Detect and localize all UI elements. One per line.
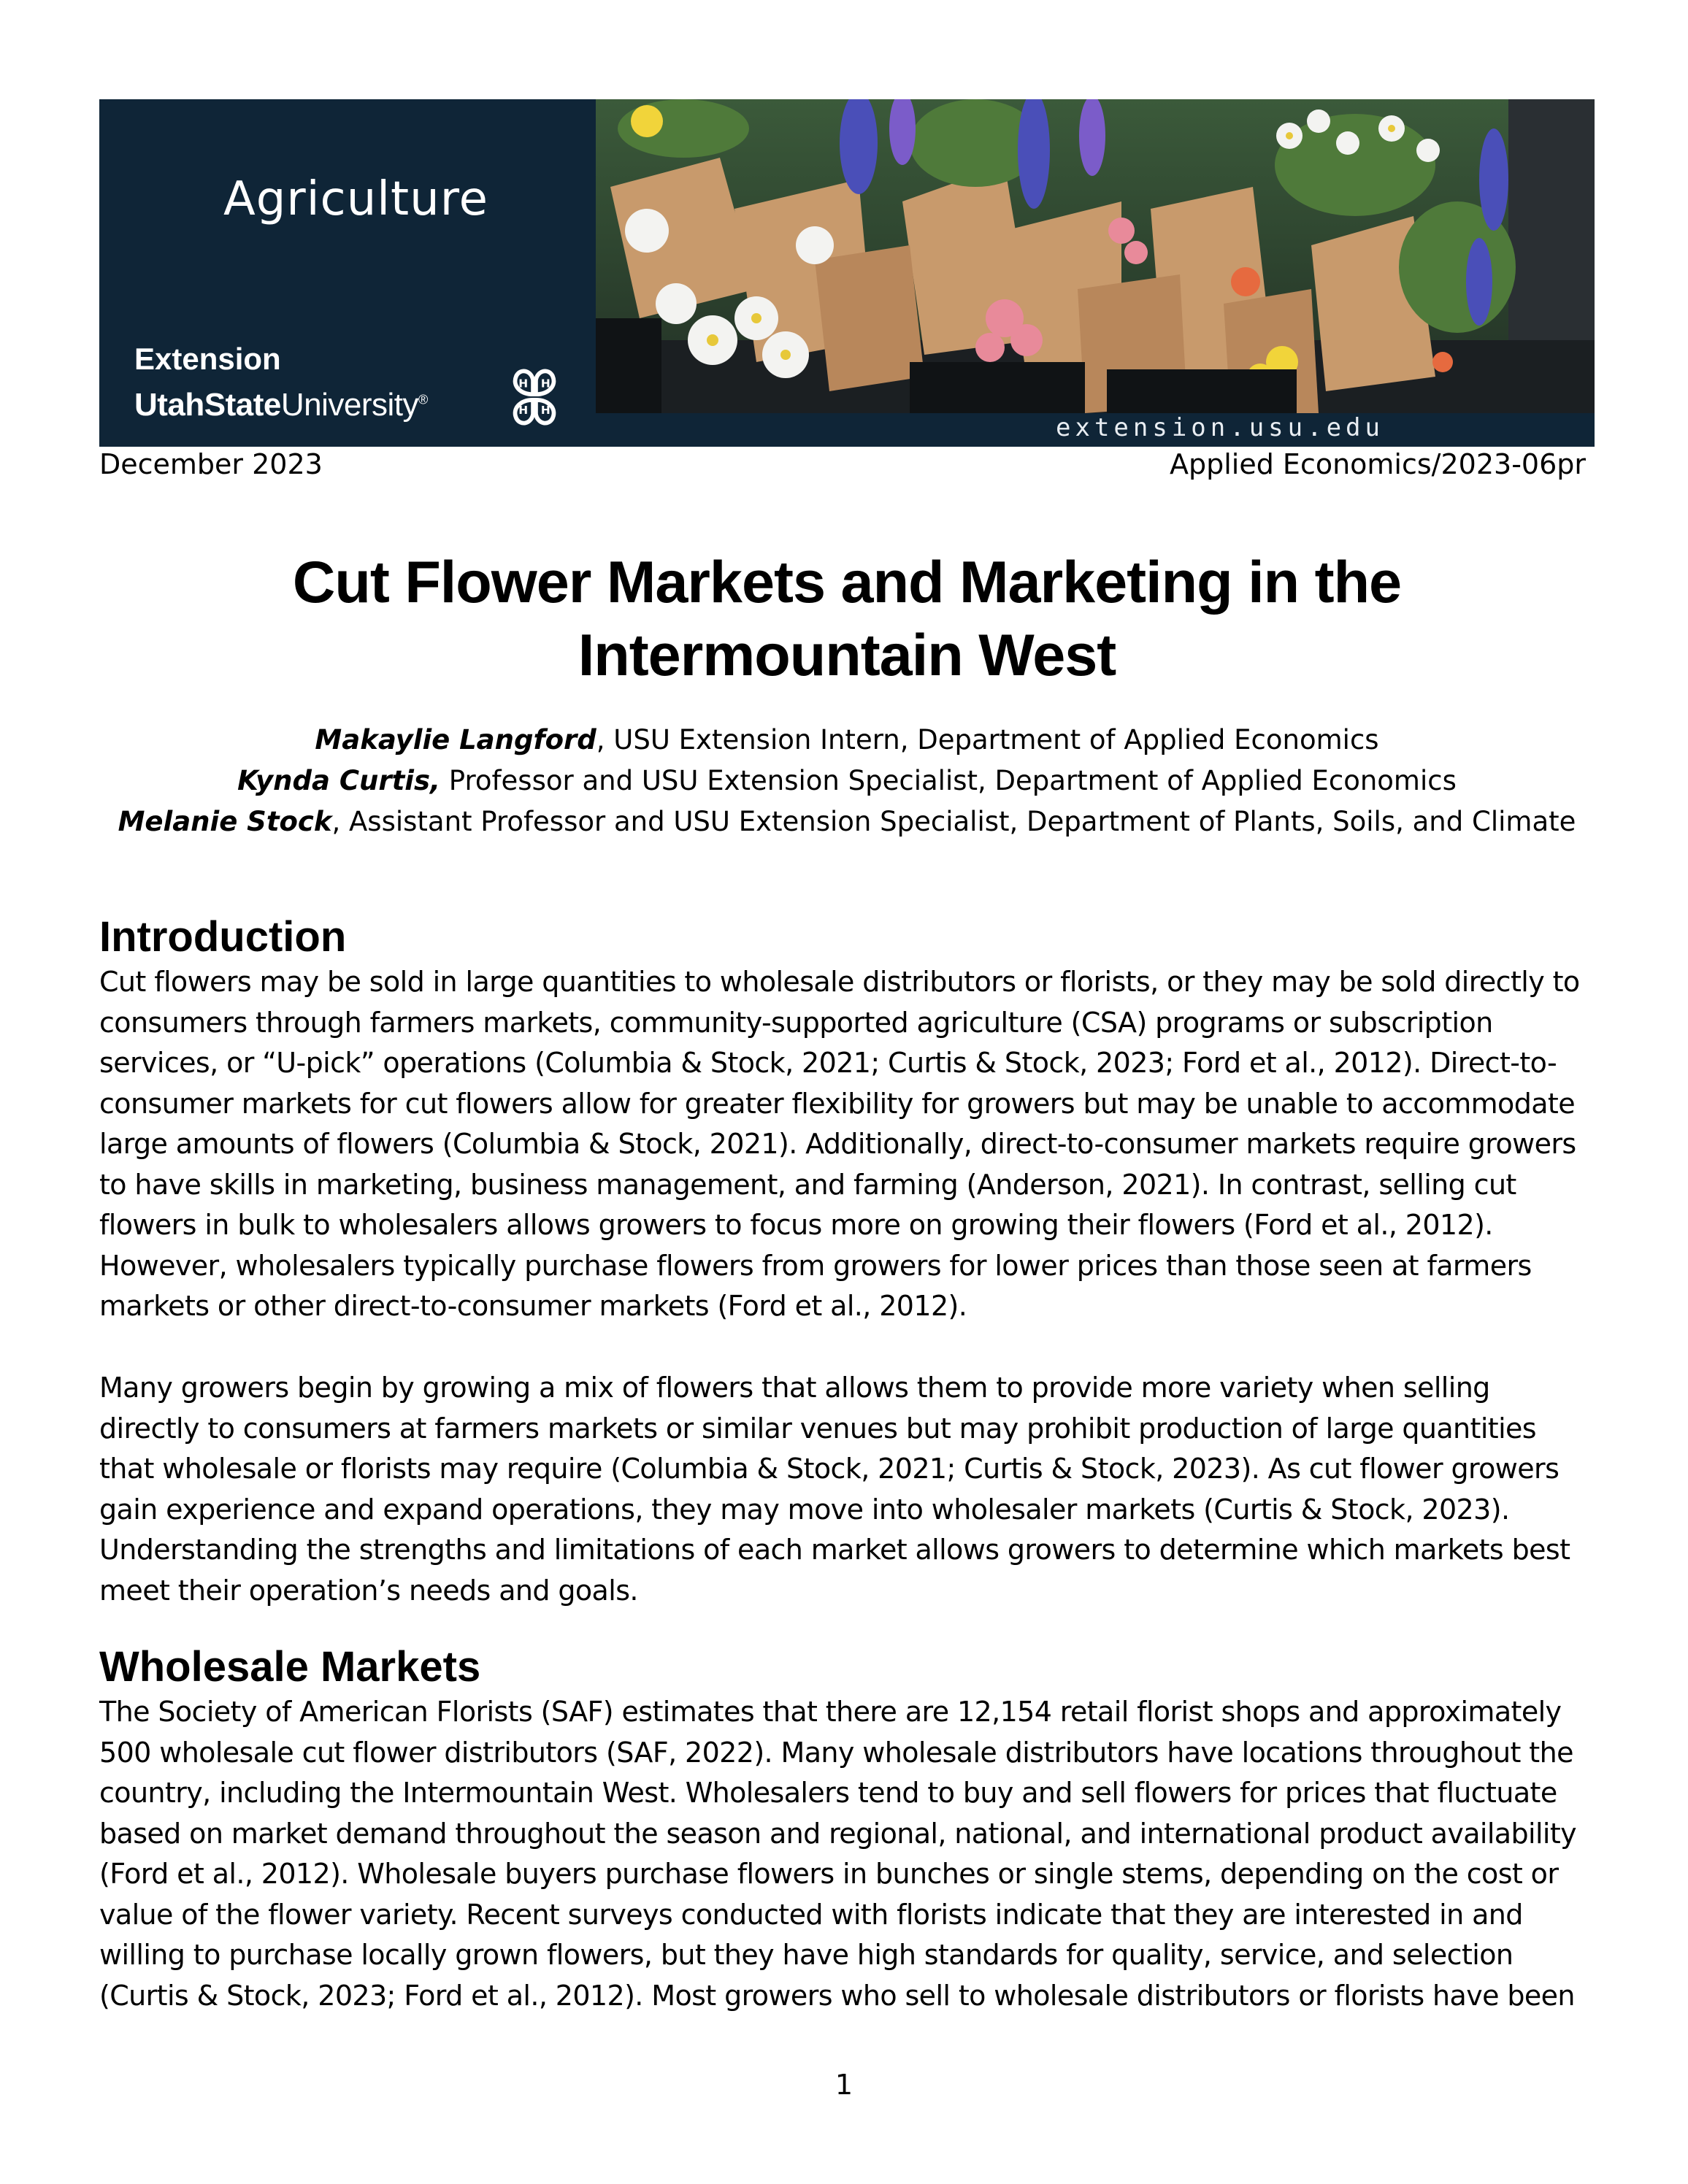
text-line: The Society of American Florists (SAF) estimates that there are 12,154 retail florist shops and approximately xyxy=(99,1696,1562,1728)
text-line: (Curtis & Stock, 2023; Ford et al., 2012). Most growers who sell to wholesale distributors or florists have been xyxy=(99,1979,1575,2012)
text-line: consumer markets for cut flowers allow for greater flexibility for growers but may be unable to accommodate xyxy=(99,1087,1575,1120)
text-line: large amounts of flowers (Columbia & Stock, 2021). Additionally, direct-to-consumer markets require growers xyxy=(99,1128,1576,1160)
publication-id: Applied Economics/2023-06pr xyxy=(1170,448,1586,480)
text-line: services, or “U-pick” operations (Columbia & Stock, 2021; Curtis & Stock, 2023; Ford et al., 2012). Direct-to- xyxy=(99,1047,1557,1079)
text-line: gain experience and expand operations, they may move into wholesaler markets (Curtis & Stock, 2023). xyxy=(99,1493,1510,1526)
text-line: Cut flowers may be sold in large quantities to wholesale distributors or florists, or they may be sold directly to xyxy=(99,966,1580,998)
title-line: Intermountain West xyxy=(578,623,1116,688)
wholesale-paragraph-1 xyxy=(99,1692,1603,2016)
publication-date: December 2023 xyxy=(99,448,323,480)
text-line: based on market demand throughout the season and regional, national, and international product availability xyxy=(99,1817,1577,1850)
usu-registered-mark: ® xyxy=(418,392,428,407)
author-line xyxy=(99,761,1595,801)
author-list xyxy=(99,720,1595,842)
flower-bouquets-photo xyxy=(596,99,1595,447)
author-line xyxy=(99,801,1595,842)
usu-wordmark-bold: UtahState xyxy=(134,387,281,423)
svg-text:H: H xyxy=(518,404,529,418)
page-number: 1 xyxy=(835,2069,853,2101)
heading-wholesale-markets: Wholesale Markets xyxy=(99,1643,481,1691)
text-line: consumers through farmers markets, community-supported agriculture (CSA) programs or subscription xyxy=(99,1006,1493,1039)
text-line: 500 wholesale cut flower distributors (SAF, 2022). Many wholesale distributors have locations throughout the xyxy=(99,1736,1573,1769)
text-line: Understanding the strengths and limitations of each market allows growers to determine which markets best xyxy=(99,1534,1570,1566)
usu-wordmark xyxy=(134,387,428,423)
banner-category: Agriculture xyxy=(223,172,488,226)
extension-label: Extension xyxy=(134,342,281,376)
author-role: , Assistant Professor and USU Extension Specialist, Department of Plants, Soils, and Climate xyxy=(331,806,1576,837)
text-line: However, wholesalers typically purchase flowers from growers for lower prices than those seen at farmers xyxy=(99,1249,1532,1282)
svg-text:H: H xyxy=(518,377,529,391)
text-line: country, including the Intermountain West. Wholesalers tend to buy and sell flowers for prices that fluctuate xyxy=(99,1777,1557,1809)
text-line: Many growers begin by growing a mix of flowers that allows them to provide more variety when selling xyxy=(99,1372,1490,1404)
intro-paragraph-2 xyxy=(99,1368,1603,1611)
document-title xyxy=(99,546,1595,692)
text-line: directly to consumers at farmers markets or similar venues but may prohibit production of large quantities xyxy=(99,1412,1537,1445)
text-line: to have skills in marketing, business management, and farming (Anderson, 2021). In contrast, selling cut xyxy=(99,1168,1516,1201)
author-name: Makaylie Langford xyxy=(315,724,596,755)
usu-wordmark-regular: University xyxy=(280,387,419,423)
heading-introduction: Introduction xyxy=(99,913,347,961)
svg-text:H: H xyxy=(540,377,550,391)
intro-paragraph-1 xyxy=(99,962,1603,1327)
author-role: Professor and USU Extension Specialist, Department of Applied Economics xyxy=(440,765,1457,796)
text-line: flowers in bulk to wholesalers allows growers to focus more on growing their flowers (Ford et al., 2012). xyxy=(99,1209,1493,1241)
text-line: (Ford et al., 2012). Wholesale buyers purchase flowers in bunches or single stems, depending on the cost or xyxy=(99,1858,1559,1890)
author-role: , USU Extension Intern, Department of Applied Economics xyxy=(596,724,1379,755)
header-banner xyxy=(99,99,1595,447)
author-line xyxy=(99,720,1595,761)
banner-text-panel xyxy=(99,99,596,447)
title-line: Cut Flower Markets and Marketing in the xyxy=(292,550,1402,615)
extension-url: extension.usu.edu xyxy=(1056,413,1384,442)
svg-text:H: H xyxy=(540,404,550,418)
author-name: Melanie Stock xyxy=(118,806,332,837)
text-line: that wholesale or florists may require (Columbia & Stock, 2021; Curtis & Stock, 2023). As cut flower growers xyxy=(99,1453,1560,1485)
text-line: markets or other direct-to-consumer markets (Ford et al., 2012). xyxy=(99,1290,967,1322)
4h-clover-icon xyxy=(499,362,569,432)
author-name: Kynda Curtis, xyxy=(237,765,441,796)
text-line: value of the flower variety. Recent surveys conducted with florists indicate that they are interested in and xyxy=(99,1898,1523,1931)
text-line: meet their operation’s needs and goals. xyxy=(99,1574,638,1607)
text-line: willing to purchase locally grown flowers, but they have high standards for quality, service, and selection xyxy=(99,1939,1514,1971)
